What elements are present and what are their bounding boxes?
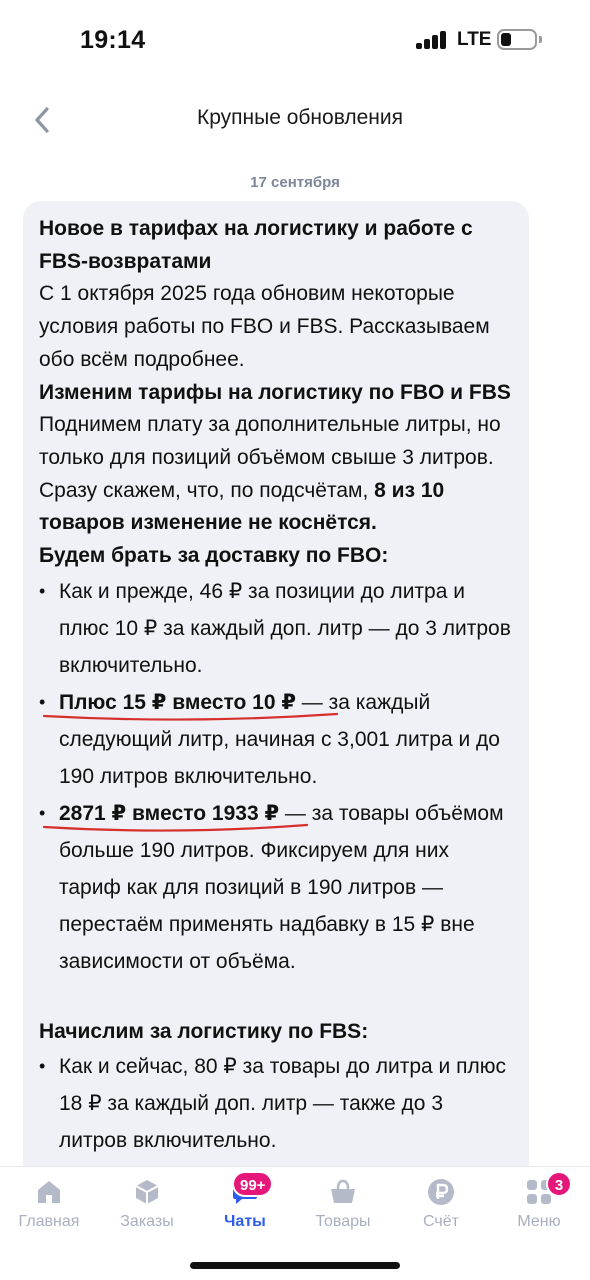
- nav-label: Чаты: [224, 1213, 266, 1230]
- battery-icon: [497, 29, 537, 50]
- section-text: [39, 409, 515, 540]
- list-item: [39, 795, 515, 980]
- list-item-text: — за каждый следующий литр, начиная с 3,001 литра и до 190 литров включительно.: [59, 690, 500, 788]
- nav-item-home[interactable]: [0, 1177, 98, 1237]
- basket-icon: [328, 1177, 358, 1207]
- message-date: 17 сентября: [250, 174, 340, 191]
- list-item: [39, 684, 515, 795]
- message-title: Новое в тарифах на логистику и работе с FBS-возвратами: [39, 217, 473, 273]
- message-bubble: [23, 201, 529, 1201]
- list-item-bold: 2871 ₽ вместо 1933 ₽: [59, 801, 280, 825]
- nav-item-orders[interactable]: [98, 1177, 196, 1237]
- home-indicator: [190, 1262, 400, 1269]
- section-text-plain: Поднимем плату за дополнительные литры, но только для позиций объёмом свыше 3 литров. Сразу скажем, что, по подсчётам,: [39, 413, 501, 502]
- fbs-list: [39, 1048, 515, 1159]
- menu-badge: 3: [546, 1171, 572, 1197]
- status-bar: [0, 0, 590, 82]
- fbo-title: Будем брать за доставку по FBO:: [39, 544, 389, 568]
- nav-label: Меню: [517, 1213, 561, 1230]
- page-title: Крупные обновления: [196, 106, 404, 129]
- ruble-icon: [426, 1177, 456, 1207]
- network-type: LTE: [457, 29, 492, 50]
- list-item-text: — за товары объёмом больше 190 литров. Фиксируем для них тариф как для позиций в 190 литров — перестаём применять надбавку в 15 ₽ вне зависимости от объёма.: [59, 801, 504, 973]
- home-icon: [34, 1177, 64, 1207]
- list-item: [39, 573, 515, 684]
- nav-item-account[interactable]: [392, 1177, 490, 1237]
- nav-label: Главная: [18, 1213, 80, 1230]
- section-text-bold: 8 из 10 товаров изменение не коснётся.: [39, 478, 445, 535]
- nav-label: Счёт: [423, 1213, 459, 1230]
- list-item-bold: Плюс 15 ₽ вместо 10 ₽: [59, 690, 296, 714]
- fbo-list: [39, 573, 515, 980]
- message-intro: С 1 октября 2025 года обновим некоторые условия работы по FBO и FBS. Рассказываем обо всём подробнее.: [39, 282, 490, 371]
- fbs-title: Начислим за логистику по FBS:: [39, 1019, 369, 1043]
- highlighted-text: [59, 802, 279, 825]
- nav-item-chats[interactable]: [196, 1177, 294, 1237]
- box-icon: [132, 1177, 162, 1207]
- list-item-text: Как и прежде, 46 ₽ за позиции до литра и плюс 10 ₽ за каждый доп. литр — до 3 литров включительно.: [59, 579, 511, 677]
- message-content: [39, 213, 515, 1159]
- nav-item-products[interactable]: [294, 1177, 392, 1237]
- nav-item-menu[interactable]: [490, 1177, 588, 1237]
- nav-label: Товары: [315, 1213, 371, 1230]
- signal-icon: [416, 31, 448, 49]
- list-item: [39, 1048, 515, 1159]
- status-time: 19:14: [80, 26, 146, 54]
- list-item-text: Как и сейчас, 80 ₽ за товары до литра и плюс 18 ₽ за каждый доп. литр — также до 3 литров включительно.: [59, 1055, 506, 1153]
- chats-badge: 99+: [232, 1171, 273, 1197]
- battery-cap: [539, 36, 542, 43]
- highlighted-text: [59, 691, 296, 714]
- nav-label: Заказы: [120, 1213, 174, 1230]
- section-title: Изменим тарифы на логистику по FBO и FBS: [39, 380, 511, 404]
